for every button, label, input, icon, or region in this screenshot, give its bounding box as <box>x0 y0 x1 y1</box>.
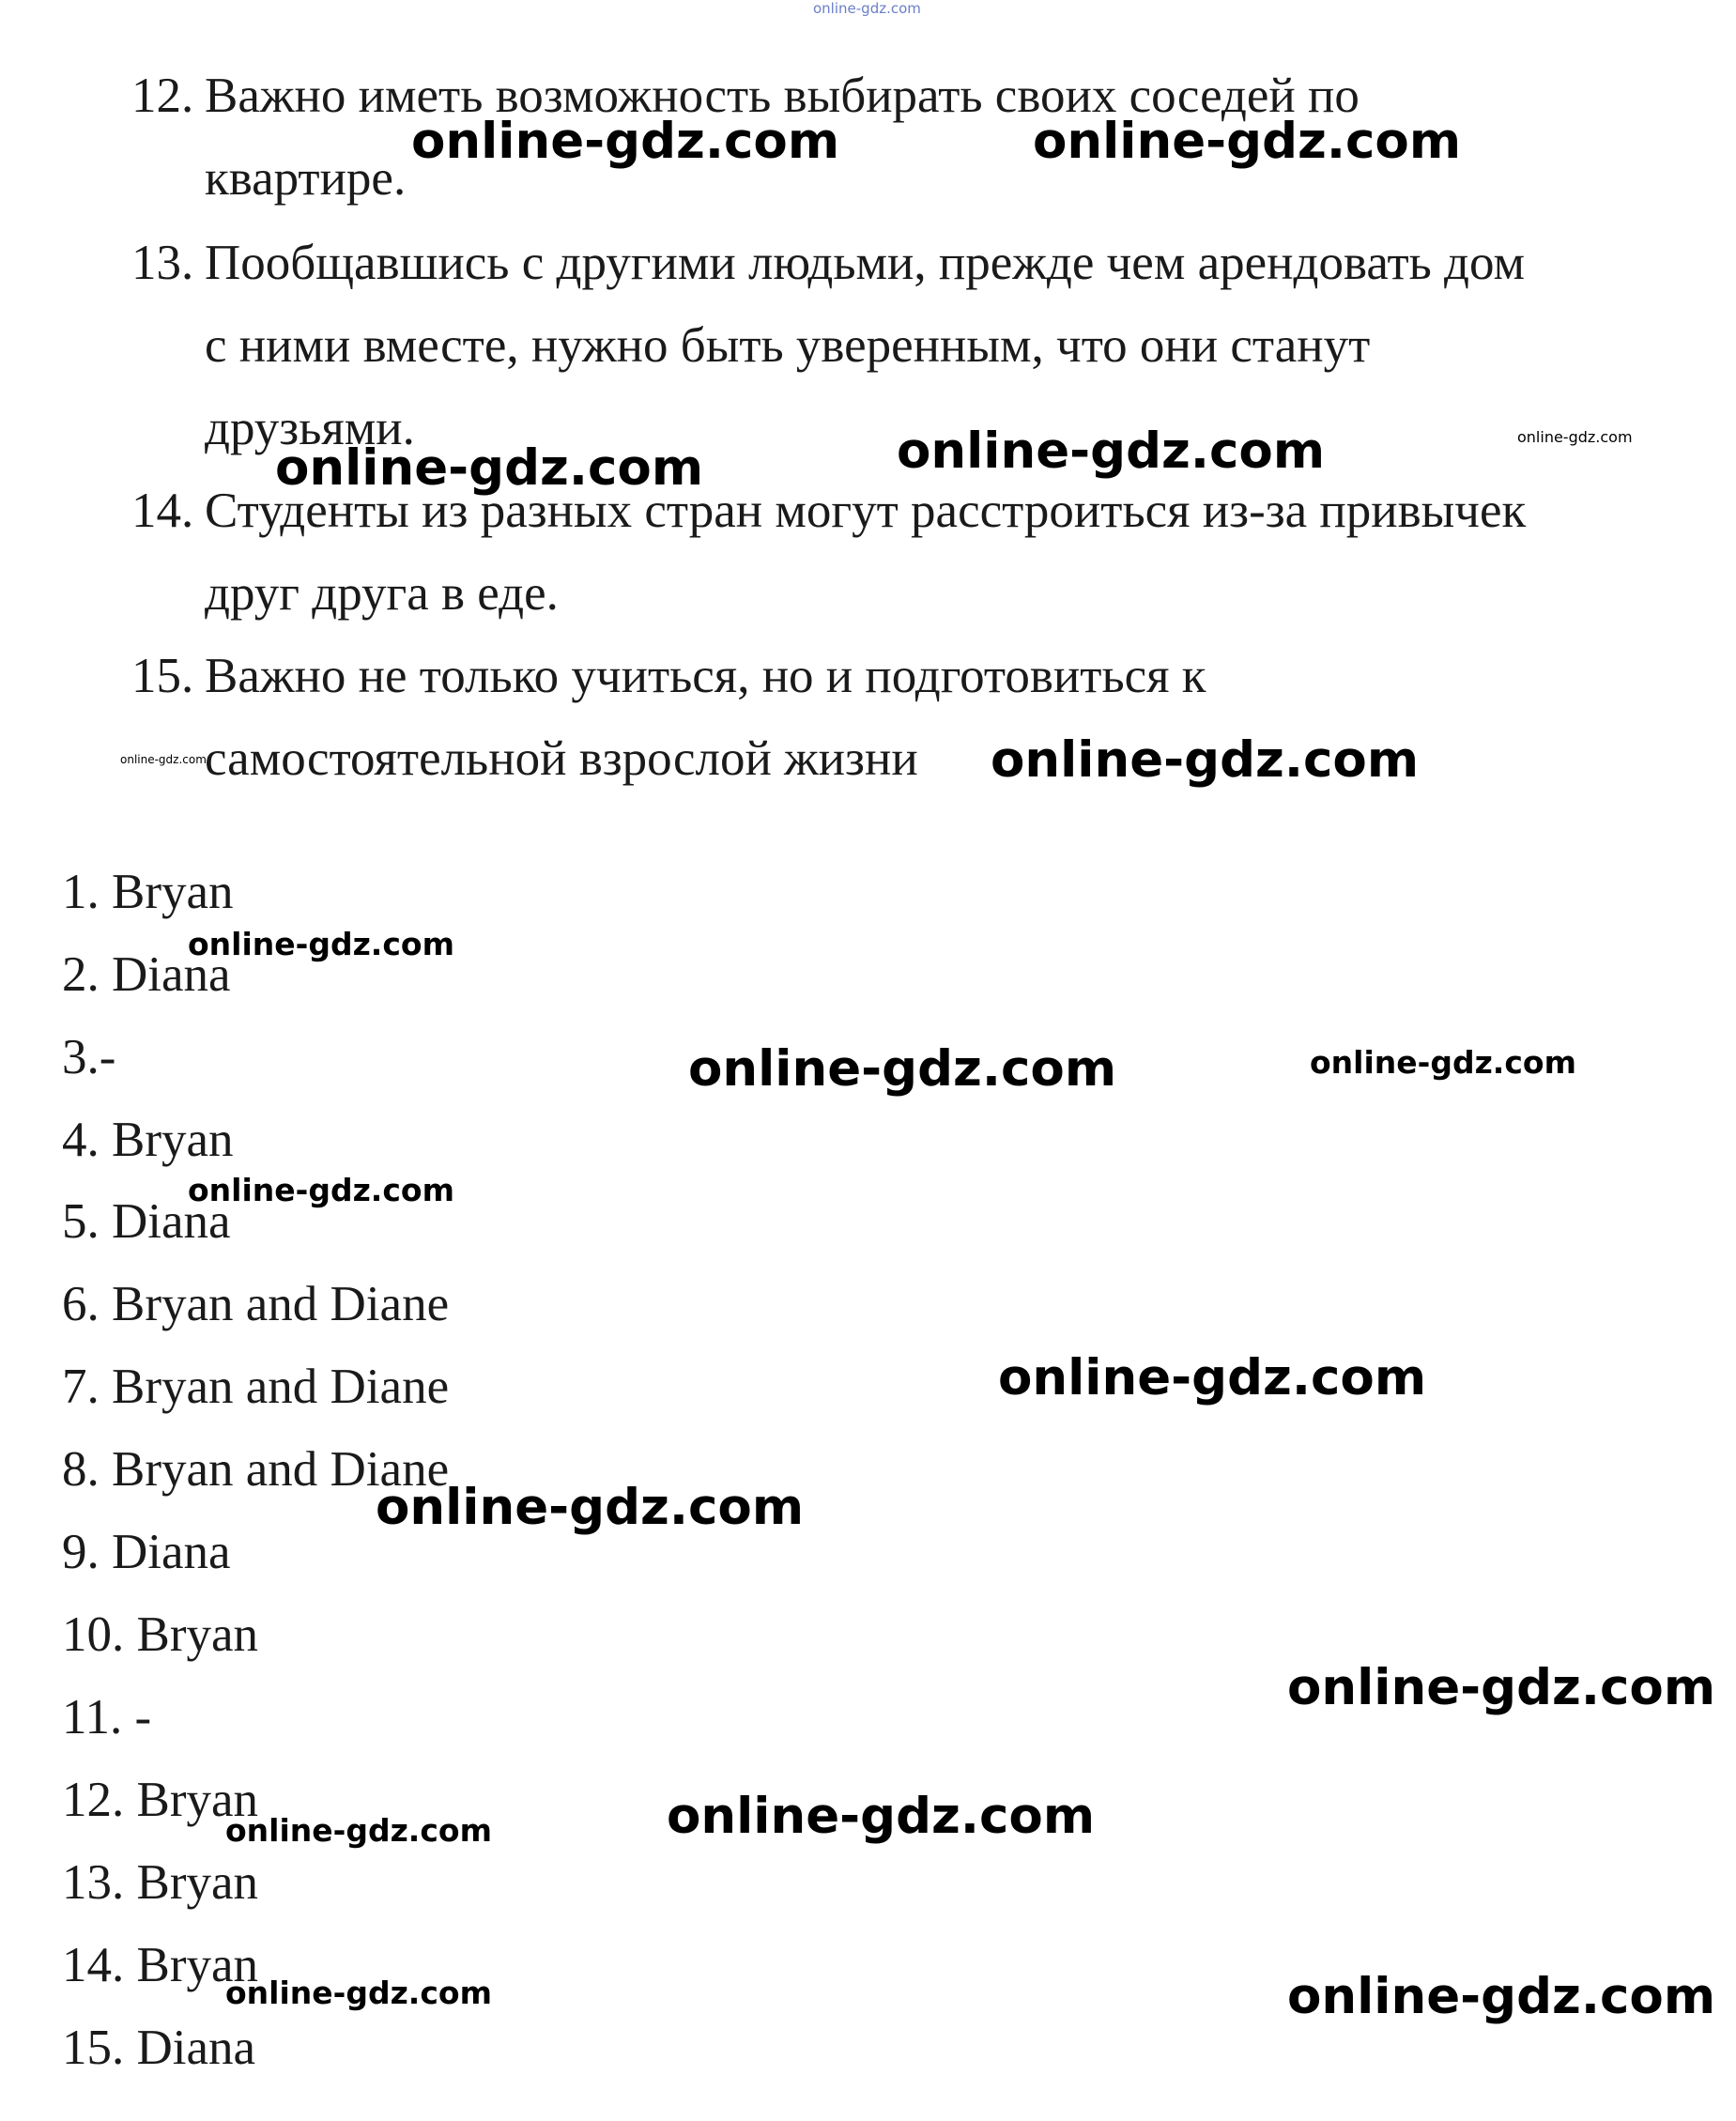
answer-14: 14. Bryan <box>62 1938 259 1992</box>
answer-6: 6. Bryan and Diane <box>62 1277 450 1331</box>
ru-item-12-line-2: квартире. <box>205 151 407 206</box>
ru-item-13-line-2: с ними вместе, нужно быть уверенным, что они станут <box>205 318 1371 373</box>
answer-5: 5. Diana <box>62 1194 231 1249</box>
answer-8: 8. Bryan and Diane <box>62 1442 450 1497</box>
answer-15: 15. Diana <box>62 2021 256 2075</box>
watermark: online-gdz.com <box>188 926 454 962</box>
answer-4: 4. Bryan <box>62 1113 234 1167</box>
answer-10: 10. Bryan <box>62 1607 259 1662</box>
watermark: online-gdz.com <box>1310 1044 1576 1081</box>
watermark: online-gdz.com <box>1517 428 1633 446</box>
answer-7: 7. Bryan and Diane <box>62 1360 450 1414</box>
watermark: online-gdz.com <box>1033 113 1462 170</box>
watermark: online-gdz.com <box>376 1479 805 1536</box>
watermark: online-gdz.com <box>188 1172 454 1208</box>
answer-1: 1. Bryan <box>62 865 234 919</box>
ru-item-12-line-1: Важно иметь возможность выбирать своих соседей по <box>205 69 1360 123</box>
watermark: online-gdz.com <box>1287 1659 1716 1716</box>
watermark: online-gdz.com <box>1287 1968 1716 2025</box>
watermark: online-gdz.com <box>275 439 704 497</box>
watermark: online-gdz.com <box>991 731 1420 789</box>
watermark: online-gdz.com <box>897 423 1326 480</box>
watermark: online-gdz.com <box>688 1040 1117 1098</box>
watermark: online-gdz.com <box>411 113 840 170</box>
ru-item-15-line-2: самостоятельной взрослой жизни <box>205 731 918 786</box>
ru-item-12-number: 12. <box>131 69 194 123</box>
ru-item-14-number: 14. <box>131 484 194 538</box>
watermark: online-gdz.com <box>225 1812 492 1849</box>
ru-item-14-line-1: Студенты из разных стран могут расстроиться из-за привычек <box>205 484 1527 538</box>
watermark: online-gdz.com <box>667 1788 1096 1845</box>
watermark: online-gdz.com <box>120 753 207 766</box>
answer-13: 13. Bryan <box>62 1855 259 1910</box>
ru-item-14-line-2: друг друга в еде. <box>205 566 559 621</box>
watermark: online-gdz.com <box>225 1975 492 2011</box>
ru-item-15-line-1: Важно не только учиться, но и подготовиться к <box>205 649 1206 703</box>
ru-item-13-line-1: Пообщавшись с другими людьми, прежде чем арендовать дом <box>205 236 1526 290</box>
ru-item-15-number: 15. <box>131 649 194 703</box>
ru-item-13-number: 13. <box>131 236 194 290</box>
answer-9: 9. Diana <box>62 1525 231 1579</box>
ru-item-13-line-3: друзьями. <box>205 401 415 455</box>
answer-2: 2. Diana <box>62 947 231 1002</box>
watermark: online-gdz.com <box>813 0 921 17</box>
watermark: online-gdz.com <box>998 1349 1427 1406</box>
answer-3: 3.- <box>62 1030 116 1084</box>
answer-12: 12. Bryan <box>62 1773 259 1827</box>
answer-11: 11. - <box>62 1690 152 1744</box>
